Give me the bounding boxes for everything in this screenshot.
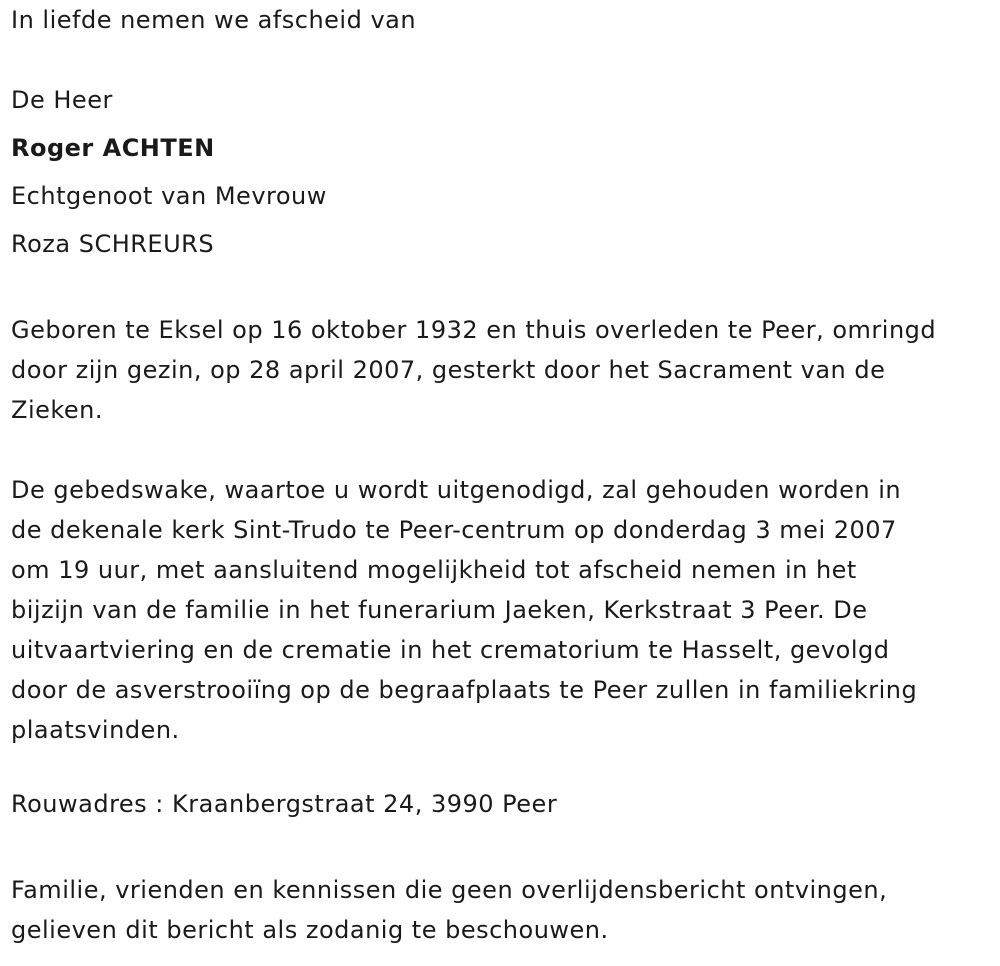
- honorific: De Heer: [11, 86, 113, 114]
- paragraph-line: plaatsvinden.: [11, 716, 180, 744]
- paragraph-line: Geboren te Eksel op 16 oktober 1932 en thuis overleden te Peer, omringd: [11, 316, 937, 344]
- paragraph-line: gelieven dit bericht als zodanig te beschouwen.: [11, 916, 609, 944]
- spouse-label: Echtgenoot van Mevrouw: [11, 182, 327, 210]
- paragraph-line: om 19 uur, met aansluitend mogelijkheid tot afscheid nemen in het: [11, 556, 857, 584]
- paragraph-line: de dekenale kerk Sint-Trudo te Peer-centrum op donderdag 3 mei 2007: [11, 516, 897, 544]
- paragraph-line: bijzijn van de familie in het funerarium Jaeken, Kerkstraat 3 Peer. De: [11, 596, 868, 624]
- mourning-address: Rouwadres : Kraanbergstraat 24, 3990 Peer: [11, 790, 558, 818]
- paragraph-line: door zijn gezin, op 28 april 2007, gesterkt door het Sacrament van de: [11, 356, 886, 384]
- paragraph-line: De gebedswake, waartoe u wordt uitgenodigd, zal gehouden worden in: [11, 476, 902, 504]
- paragraph-line: uitvaartviering en de crematie in het crematorium te Hasselt, gevolgd: [11, 636, 890, 664]
- spouse-name: Roza SCHREURS: [11, 230, 215, 258]
- paragraph-line: door de asverstrooiïng op de begraafplaats te Peer zullen in familiekring: [11, 676, 918, 704]
- ceremony-paragraph: [11, 470, 917, 750]
- closing-paragraph: [11, 870, 887, 950]
- birth-death-paragraph: [11, 310, 936, 430]
- intro-text: In liefde nemen we afscheid van: [11, 6, 417, 34]
- paragraph-line: Familie, vrienden en kennissen die geen overlijdensbericht ontvingen,: [11, 876, 888, 904]
- paragraph-line: Zieken.: [11, 396, 104, 424]
- deceased-name: Roger ACHTEN: [11, 134, 215, 162]
